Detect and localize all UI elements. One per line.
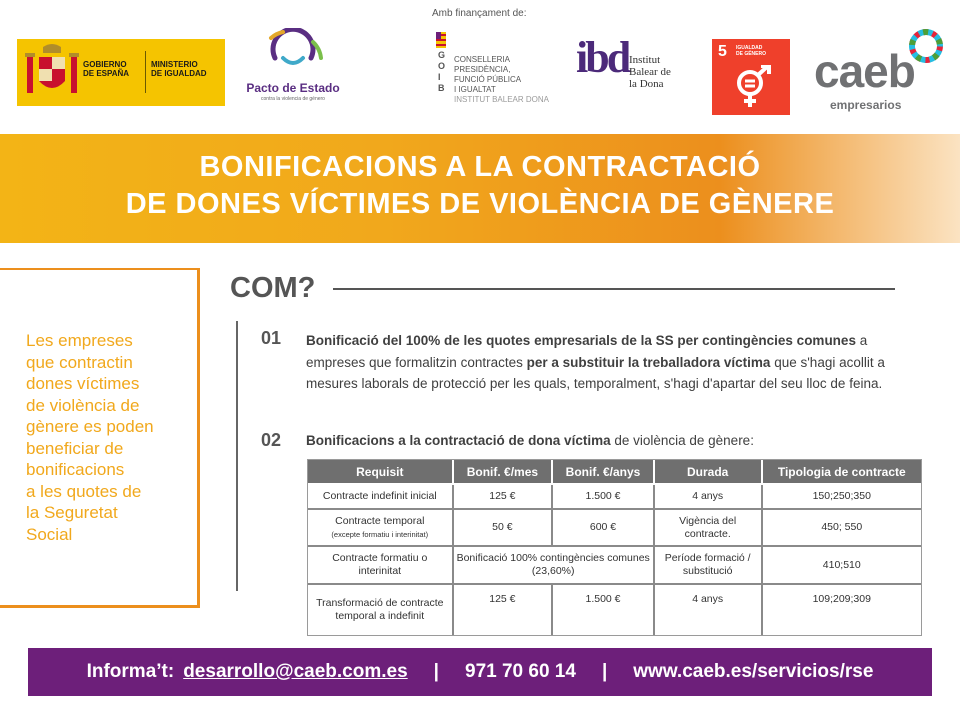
cell-requisit [308,510,454,547]
sidebar-line: bonificacions [26,460,125,479]
logo-institut-balear-dona [574,32,694,106]
sidebar-line: la Seguretat [26,503,118,522]
ministerio-line1: MINISTERIO [151,60,198,69]
col-bonif-mes: Bonif. €/mes [454,460,554,485]
cell-durada: Vigència del contracte. [655,510,763,547]
cell-requisit-main: Contracte temporal [335,514,425,527]
ibd-label [629,54,699,90]
goib-label [454,55,564,105]
pacto-smile-icon [243,28,343,82]
item-number-02: 02 [261,430,282,450]
bonus-table [307,459,922,636]
logo-gobierno-espana [17,39,225,106]
item1-bold1: Bonificació del 100% de les quotes empresarials de la SS per contingències comunes [306,333,856,348]
section-heading: COM? [230,272,316,304]
logo-divider [145,51,146,93]
footer-separator: | [433,661,439,682]
table-row [308,585,921,635]
cell-requisit: Transformació de contracte temporal a indefinit [308,585,454,635]
caeb-word: caeb [814,45,915,97]
footer-prefix: Informa’t: [86,661,175,682]
table-row [308,510,921,547]
banner-title-line2: DE DONES VÍCTIMES DE VIOLÈNCIA DE GÈNERE [125,188,835,220]
spain-crest-icon [23,43,81,103]
item1-text2: que s'hagi acollit a mesures laborals de protecció per les quals, temporalment, s'hagi d'apartar del seu lloc de feina. [306,354,885,391]
item2-text1: de violència de gènere: [610,433,754,448]
table-row [308,547,921,585]
sdg-number: 5 [718,43,727,60]
cell-tipologia: 109;209;309 [812,593,871,605]
ministerio-line2: DE IGUALDAD [151,69,207,78]
website-link[interactable]: www.caeb.es/servicios/rse [633,661,874,682]
contact-footer [28,648,932,696]
table-header-row [308,460,921,485]
item1-bold2: per a substituir la treballadora víctima [526,354,771,370]
cell-anys: 600 € [553,510,655,547]
cell-durada: 4 anys [655,585,763,635]
sidebar-line: a les quotes de [26,481,142,501]
item-text-02 [306,431,896,451]
title-banner [0,134,960,243]
goib-line2: PRESIDÈNCIA, [454,65,511,74]
cell-durada: Període formació / substitució [655,547,763,585]
sidebar-line: Social [26,524,73,544]
gender-equality-icon [732,65,772,109]
funding-caption: Amb finançament de: [432,8,527,19]
logo-pacto-estado [243,28,343,104]
sidebar-text [26,330,191,545]
sdg-label [736,45,786,57]
phone-link[interactable]: 971 70 60 14 [465,661,576,682]
cell-mes: 50 € [454,510,554,547]
gobierno-line1: GOBIERNO [83,60,127,69]
pacto-title: Pacto de Estado [246,81,340,95]
ministerio-label [151,60,219,78]
col-tipologia: Tipologia de contracte [763,460,921,485]
sdg-line2: DE GÉNERO [736,51,767,57]
goib-flag-icon [436,32,446,48]
cell-anys: 1.500 € [553,485,655,510]
goib-line5: INSTITUT BALEAR DONA [454,95,549,104]
sidebar-line: de violència de [26,395,140,415]
cell-anys: 1.500 € [553,585,655,635]
col-bonif-anys: Bonif. €/anys [553,460,655,485]
goib-line3: FUNCIÓ PÚBLICA [454,75,522,84]
cell-tipologia: 150;250;350 [763,485,921,510]
cell-requisit: Contracte indefinit inicial [308,485,454,510]
logo-goib [432,28,562,108]
col-requisit: Requisit [308,460,454,485]
goib-line1: CONSELLERIA [454,55,511,64]
pacto-subtitle: contra la violencia de género [261,96,325,102]
ibd-line2: Balear de [629,66,671,78]
item-text-01 [306,330,896,395]
cell-requisit: Contracte formatiu o interinitat [308,547,454,585]
footer-separator: | [601,661,608,682]
cell-mes: 125 € [454,485,554,510]
cell-durada: 4 anys [655,485,763,510]
item-number-01: 01 [261,328,282,348]
cell-merged-bonif: Bonificació 100% contingències comunes (23,60%) [454,547,655,585]
banner-title-line1: BONIFICACIONS A LA CONTRACTACIÓ [199,151,761,183]
gobierno-label [83,60,139,78]
cell-mes: 125 € [454,585,554,635]
cell-tipologia: 410;510 [763,547,921,585]
ibd-line1: Institut [629,54,661,66]
table-row [308,485,921,510]
sidebar-line: dones víctimes [26,374,140,393]
sidebar-line: beneficiar de [26,438,124,458]
ibd-mark: ibd [576,33,629,82]
caeb-sub: empresarios [830,98,902,112]
email-link[interactable]: desarrollo@caeb.com.es [183,661,408,682]
cell-tipologia: 450; 550 [763,510,921,547]
heading-rule [333,288,895,290]
sdg-line1: IGUALDAD [736,45,763,51]
goib-letters: G O I B [438,50,446,93]
cell-requisit-note: (excepte formatiu i interinitat) [331,529,429,539]
gobierno-line2: DE ESPAÑA [83,69,130,78]
goib-line4: I IGUALTAT [454,85,496,94]
ibd-line3: la Dona [629,78,664,90]
item1-text1: a empreses que formalitzin contractes [306,333,868,370]
logo-caeb [812,28,948,118]
sidebar-line: que contractin [26,352,133,372]
vertical-divider [236,321,238,591]
col-durada: Durada [655,460,763,485]
sidebar-line: Les empreses [26,331,133,350]
item2-bold1: Bonificacions a la contractació de dona víctima [306,433,611,448]
logo-sdg5 [712,39,790,115]
sidebar-line: gènere es poden [26,417,154,436]
